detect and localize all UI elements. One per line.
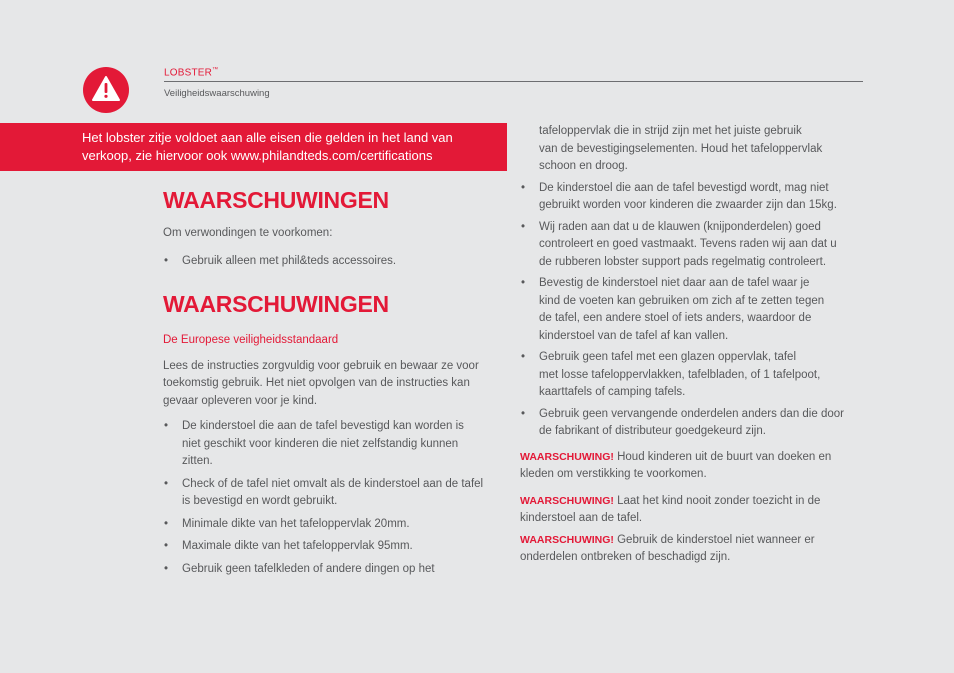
- warning-triangle-icon: [83, 67, 129, 113]
- warning-note: [520, 493, 865, 528]
- list-item-line: • De kinderstoel die aan de tafel bevestigd kan worden is: [182, 420, 464, 432]
- standard-paragraph: [163, 358, 508, 411]
- warning-line: WAARSCHUWING! Houd kinderen uit de buurt van doeken en: [520, 450, 832, 463]
- warning-line: kinderstoel aan de tafel.: [520, 512, 643, 524]
- warning-label: WAARSCHUWING!: [520, 533, 614, 546]
- list-item-line: • Check of de tafel niet omvalt als de kinderstoel aan de tafel: [182, 477, 484, 490]
- list-item-line: • Gebruik geen vervangende onderdelen anders dan die door: [539, 407, 844, 420]
- list-item-line: met losse tafeloppervlakken, tafelbladen, of 1 tafelpoot,: [539, 368, 821, 381]
- warning-note: [520, 449, 865, 484]
- list-item: [520, 406, 865, 441]
- list-item: [163, 476, 508, 511]
- paragraph-line: tafeloppervlak die in strijd zijn met het juiste gebruik: [539, 125, 802, 137]
- warning-line: WAARSCHUWING! Gebruik de kinderstoel niet wanneer er: [520, 533, 815, 546]
- paragraph-line: toekomstig gebruik. Het niet opvolgen van de instructies kan: [163, 377, 470, 389]
- list-item: • Gebruik alleen met phil&teds accessoires.: [163, 253, 508, 271]
- list-item: [520, 180, 865, 215]
- standard-title: De Europese veiligheidsstandaard: [163, 334, 339, 346]
- bullet-list: [163, 253, 508, 271]
- warning-note: [520, 532, 865, 567]
- list-item-line: • Wij raden aan dat u de klauwen (knijponderdelen) goed: [539, 220, 821, 233]
- warning-line: onderdelen ontbreken of beschadigd zijn.: [520, 551, 731, 563]
- list-item-line: kinderstoel van de tafel af kan vallen.: [539, 329, 729, 342]
- warning-line: kleden om verstikking te voorkomen.: [520, 468, 707, 480]
- list-item-line: de tafel, een andere stoel of iets anders, waardoor de: [539, 312, 812, 324]
- list-item-line: de fabrikant of distributeur goedgekeurd zijn.: [539, 425, 766, 437]
- banner-line: Het lobster zitje voldoet aan alle eisen die gelden in het land van: [82, 130, 453, 145]
- bullet-list: [520, 180, 865, 441]
- list-item-line: kind de voeten kan gebruiken om zich af te zetten tegen: [539, 294, 825, 307]
- list-item-line: • De kinderstoel die aan de tafel bevestigd wordt, mag niet: [539, 181, 829, 194]
- continued-paragraph: [520, 123, 865, 176]
- section-heading: WAARSCHUWINGEN: [163, 291, 389, 317]
- list-item-line: • Maximale dikte van het tafeloppervlak 95mm.: [182, 540, 413, 552]
- list-item: [520, 219, 865, 272]
- list-item-line: • Minimale dikte van het tafeloppervlak 20mm.: [182, 517, 410, 530]
- paragraph-line: van de bevestigingselementen. Houd het tafeloppervlak: [539, 142, 823, 155]
- brand-name: LOBSTER™: [164, 67, 219, 79]
- list-item-line: • Bevestig de kinderstoel niet daar aan de tafel waar je: [539, 277, 810, 289]
- section-heading: WAARSCHUWINGEN: [163, 187, 389, 213]
- paragraph-line: gevaar opleveren voor je kind.: [163, 394, 318, 407]
- list-item: [520, 275, 865, 345]
- list-item: [520, 349, 865, 402]
- paragraph-line: schoon en droog.: [539, 160, 628, 172]
- list-item-line: is bevestigd en wordt gebruikt.: [182, 495, 338, 507]
- warning-label: WAARSCHUWING!: [520, 494, 614, 507]
- right-column: [520, 123, 865, 567]
- warning-line: WAARSCHUWING! Laat het kind nooit zonder toezicht in de: [520, 494, 821, 507]
- list-item: [163, 561, 508, 579]
- list-item-line: • Gebruik geen tafelkleden of andere dingen op het: [182, 562, 435, 575]
- list-item-line: kaarttafels of camping tafels.: [539, 386, 686, 398]
- header-divider: [164, 81, 863, 82]
- certification-banner: [0, 123, 507, 171]
- banner-line: verkoop, zie hiervoor ook www.philandteds.com/certifications: [82, 148, 433, 163]
- list-item-line: gebruikt worden voor kinderen die zwaarder zijn dan 15kg.: [539, 199, 837, 211]
- list-item-line: de rubberen lobster support pads regelmatig controleert.: [539, 255, 827, 268]
- left-column: [163, 185, 508, 578]
- list-item-line: controleert en goed vastmaakt. Tevens raden wij aan dat u: [539, 238, 837, 250]
- list-item: [163, 516, 508, 534]
- list-item-line: zitten.: [182, 455, 213, 467]
- list-item: [163, 418, 508, 471]
- warning-label: WAARSCHUWING!: [520, 450, 614, 463]
- paragraph-line: Lees de instructies zorgvuldig voor gebruik en bewaar ze voor: [163, 359, 479, 372]
- bullet-list: [163, 418, 508, 578]
- list-item-line: niet geschikt voor kinderen die niet zelfstandig kunnen: [182, 437, 459, 450]
- intro-text: Om verwondingen te voorkomen:: [163, 227, 333, 239]
- list-item-line: • Gebruik geen tafel met een glazen oppervlak, tafel: [539, 351, 796, 363]
- page-subtitle: Veiligheidswaarschuwing: [164, 88, 270, 99]
- list-item: [163, 538, 508, 556]
